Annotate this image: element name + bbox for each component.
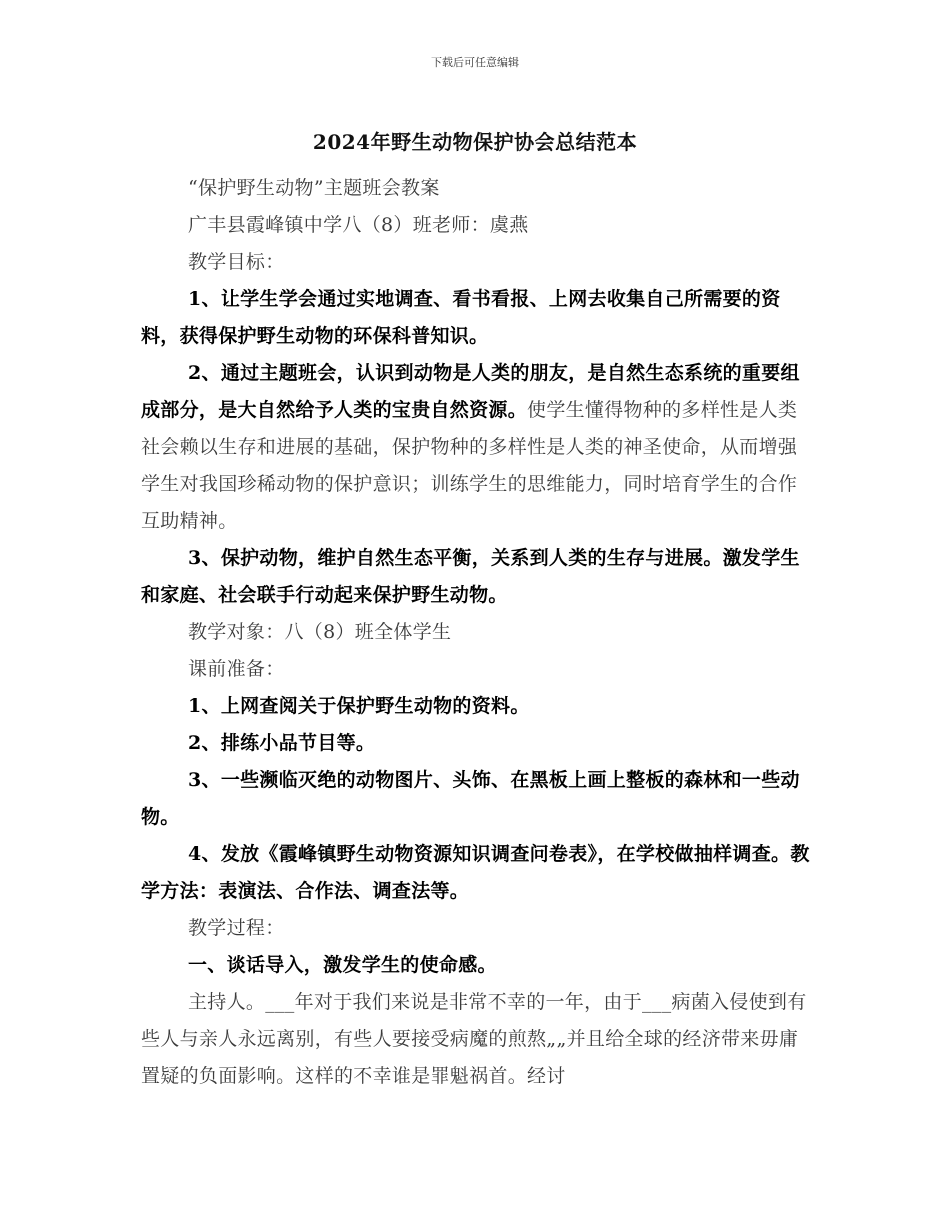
goal-2-bold-part: 2、通过主题班会，认识到动物是人类的朋友，是自然生态系统的重要组成部分，是大自然给予人类的宝贵自然资源。 [141, 362, 800, 421]
paragraph-author: 广丰县霞峰镇中学八（8）班老师：虞燕 [188, 214, 529, 236]
paragraph-process-heading: 教学过程： [188, 917, 285, 939]
paragraph-preparation-heading: 课前准备： [188, 658, 285, 680]
paragraph-section-1-heading: 一、谈话导入，激发学生的使命感。 [188, 954, 497, 976]
header-note: 下载后可任意编辑 [431, 56, 519, 69]
document-title: 2024年野生动物保护协会总结范本 [312, 130, 638, 154]
paragraph-teaching-goals-heading: 教学目标： [188, 251, 285, 273]
paragraph-goal-3: 3、保护动物，维护自然生态平衡，关系到人类的生存与进展。激发学生和家庭、社会联手行动起来保护野生动物。 [141, 547, 800, 606]
paragraph-goal-2 [141, 355, 811, 540]
paragraph-prep-3: 3、一些濒临灭绝的动物图片、头饰、在黑板上画上整板的森林和一些动物。 [141, 769, 800, 828]
goal-2-rest: 使学生懂得物种的多样性是人类社会赖以生存和进展的基础，保护物种的多样性是人类的神圣使命，从而增强学生对我国珍稀动物的保护意识；训练学生的思维能力，同时培育学生的合作互助精神。 [141, 399, 798, 532]
paragraph-prep-4: 4、发放《霞峰镇野生动物资源知识调查问卷表》，在学校做抽样调查。教学方法：表演法、合作法、调查法等。 [141, 843, 810, 902]
document-body [141, 170, 811, 1095]
paragraph-teaching-target: 教学对象：八（8）班全体学生 [188, 621, 452, 643]
paragraph-host-intro: 主持人。___年对于我们来说是非常不幸的一年，由于___病菌入侵使到有些人与亲人永远离别，有些人要接受病魔的煎熬„„并且给全球的经济带来毋庸置疑的负面影响。这样的不幸谁是罪魁祸首。经讨 [141, 991, 807, 1087]
paragraph-subtitle: “保护野生动物”主题班会教案 [188, 177, 440, 199]
paragraph-prep-2: 2、排练小品节目等。 [188, 732, 376, 754]
paragraph-goal-1: 1、让学生学会通过实地调查、看书看报、上网去收集自己所需要的资料，获得保护野生动物的环保科普知识。 [141, 288, 781, 347]
paragraph-prep-1: 1、上网查阅关于保护野生动物的资料。 [188, 695, 530, 717]
